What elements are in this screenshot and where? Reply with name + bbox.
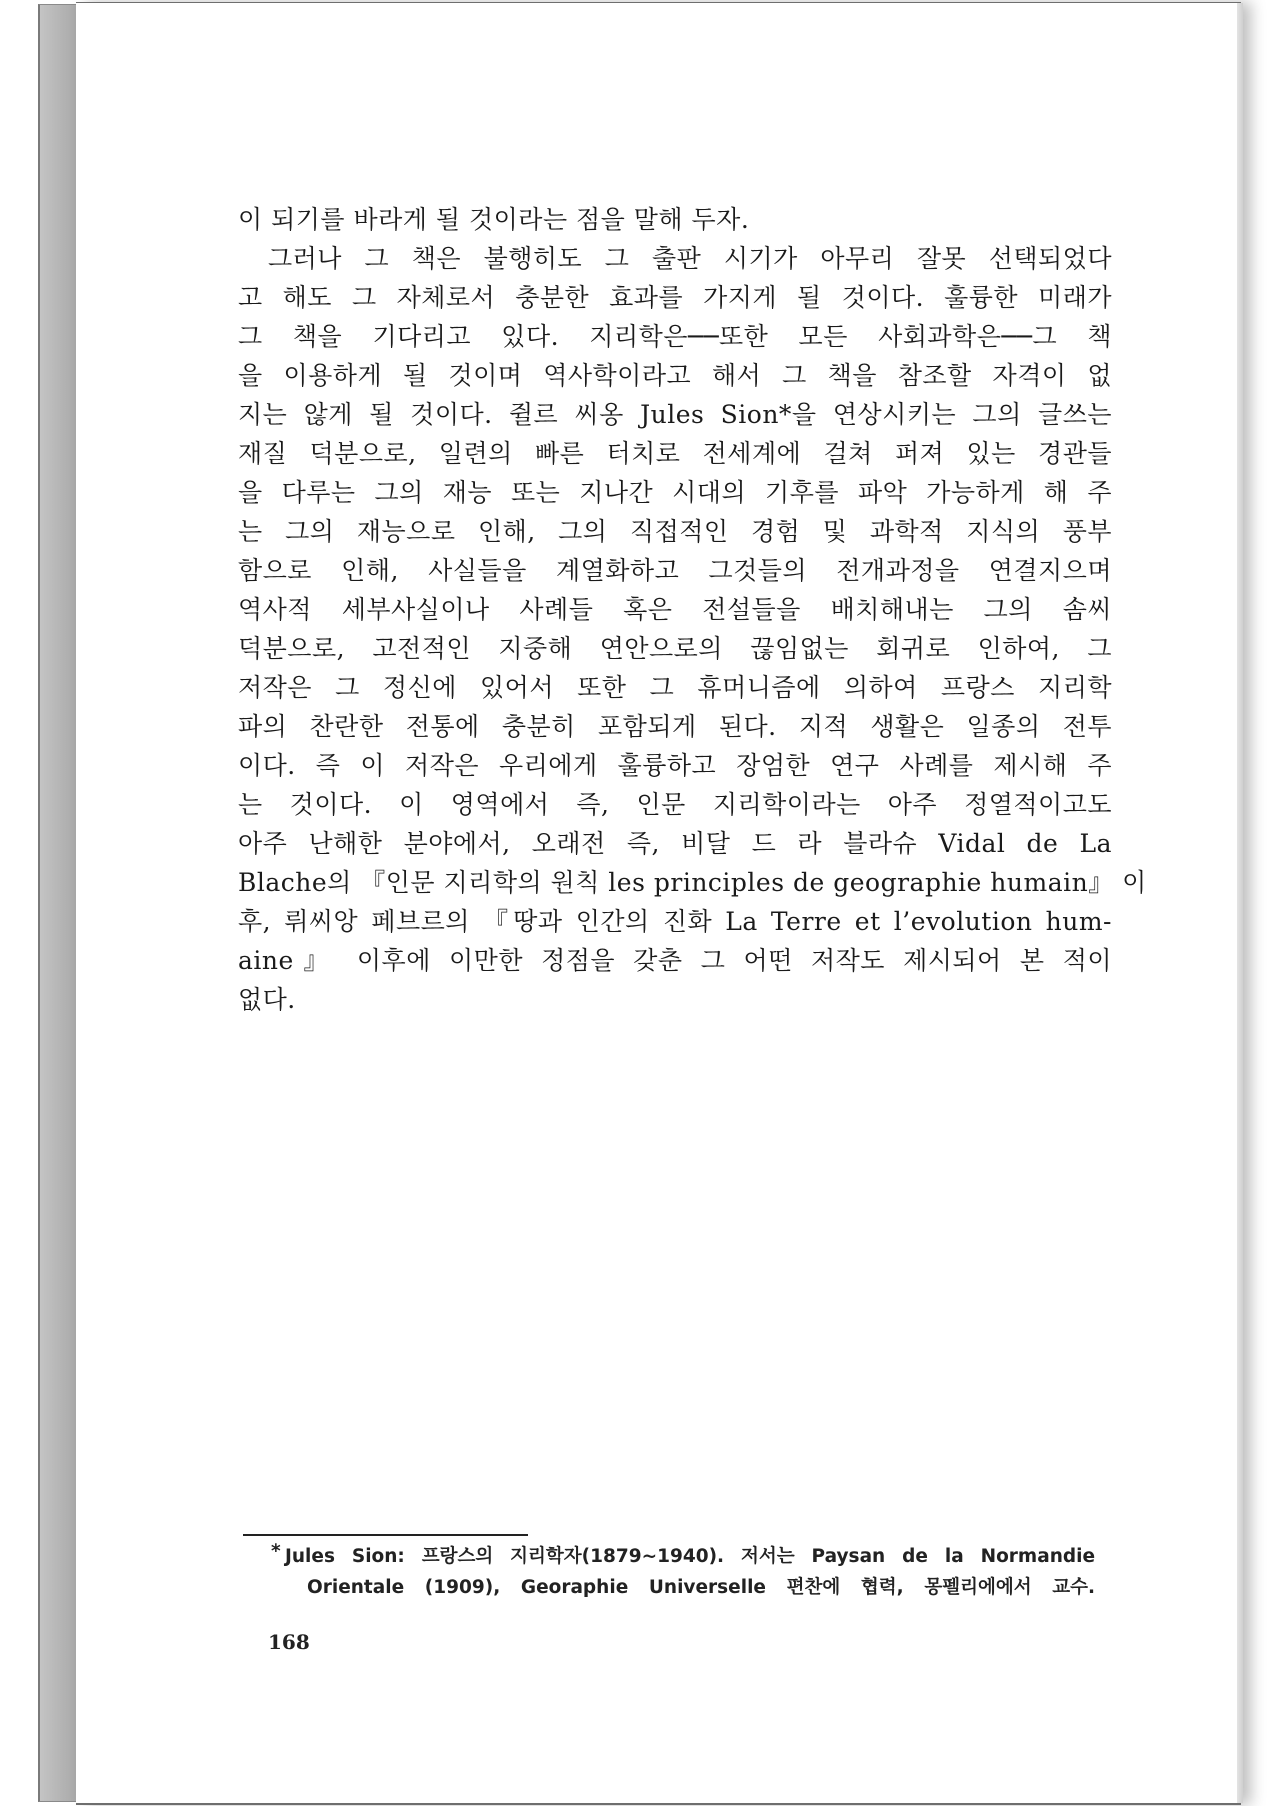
footnote-marker: * [271,1541,281,1562]
body-text [238,200,1147,1019]
text-line: 는 것이다. 이 영역에서 즉, 인문 지리학이라는 아주 정열적이고도 [238,790,1112,819]
footnote-line: Jules Sion: 프랑스의 지리학자(1879~1940). 저서는 Paysan de la Normandie [285,1546,1095,1567]
text-line: 역사적 세부사실이나 사례들 혹은 전설들을 배치해내는 그의 솜씨 [238,595,1112,624]
text-line: aine』 이후에 이만한 정점을 갖춘 그 어떤 저작도 제시되어 본 적이 [238,946,1112,975]
text-line: 그 책을 기다리고 있다. 지리학은──또한 모든 사회과학은──그 책 [238,322,1112,351]
text-line: 없다. [238,985,296,1014]
text-line: 을 이용하게 될 것이며 역사학이라고 해서 그 책을 참조할 자격이 없 [238,361,1112,390]
text-line: 이다. 즉 이 저작은 우리에게 훌륭하고 장엄한 연구 사례를 제시해 주 [238,751,1112,780]
book-spine-edge [38,4,78,1802]
text-line: 지는 않게 될 것이다. 쥘르 씨옹 Jules Sion*을 연상시키는 그의 글쓰는 [238,400,1112,429]
text-line: 이 되기를 바라게 될 것이라는 점을 말해 두자. [238,205,750,234]
text-line: 을 다루는 그의 재능 또는 지나간 시대의 기후를 파악 가능하게 해 주 [238,478,1112,507]
text-line: 파의 찬란한 전통에 충분히 포함되게 된다. 지적 생활은 일종의 전투 [238,712,1112,741]
text-line: 저작은 그 정신에 있어서 또한 그 휴머니즘에 의하여 프랑스 지리학 [238,673,1112,702]
text-line: 는 그의 재능으로 인해, 그의 직접적인 경험 및 과학적 지식의 풍부 [238,517,1112,546]
text-line: 그러나 그 책은 불행히도 그 출판 시기가 아무리 잘못 선택되었다 [268,244,1112,273]
text-line: Blache의 『인문 지리학의 원칙 les principles de geographie humain』 이 [238,868,1147,897]
text-line: 고 해도 그 자체로서 충분한 효과를 가지게 될 것이다. 훌륭한 미래가 [238,283,1112,312]
footnote-divider [243,1534,528,1536]
text-line: 재질 덕분으로, 일련의 빠른 터치로 전세계에 걸쳐 퍼져 있는 경관들 [238,439,1112,468]
text-line: 덕분으로, 고전적인 지중해 연안으로의 끊임없는 회귀로 인하여, 그 [238,634,1112,663]
text-line: 후, 뤼씨앙 페브르의 『땅과 인간의 진화 La Terre et l’evolution hum- [238,907,1112,936]
footnote-line: Orientale (1909), Georaphie Universelle 편찬에 협력, 몽펠리에에서 교수. [307,1577,1095,1598]
text-line: 아주 난해한 분야에서, 오래전 즉, 비달 드 라 블라슈 Vidal de La [238,829,1112,858]
text-line: 함으로 인해, 사실들을 계열화하고 그것들의 전개과정을 연결지으며 [238,556,1112,585]
page-number: 168 [268,1630,310,1654]
footnote [271,1541,1095,1603]
